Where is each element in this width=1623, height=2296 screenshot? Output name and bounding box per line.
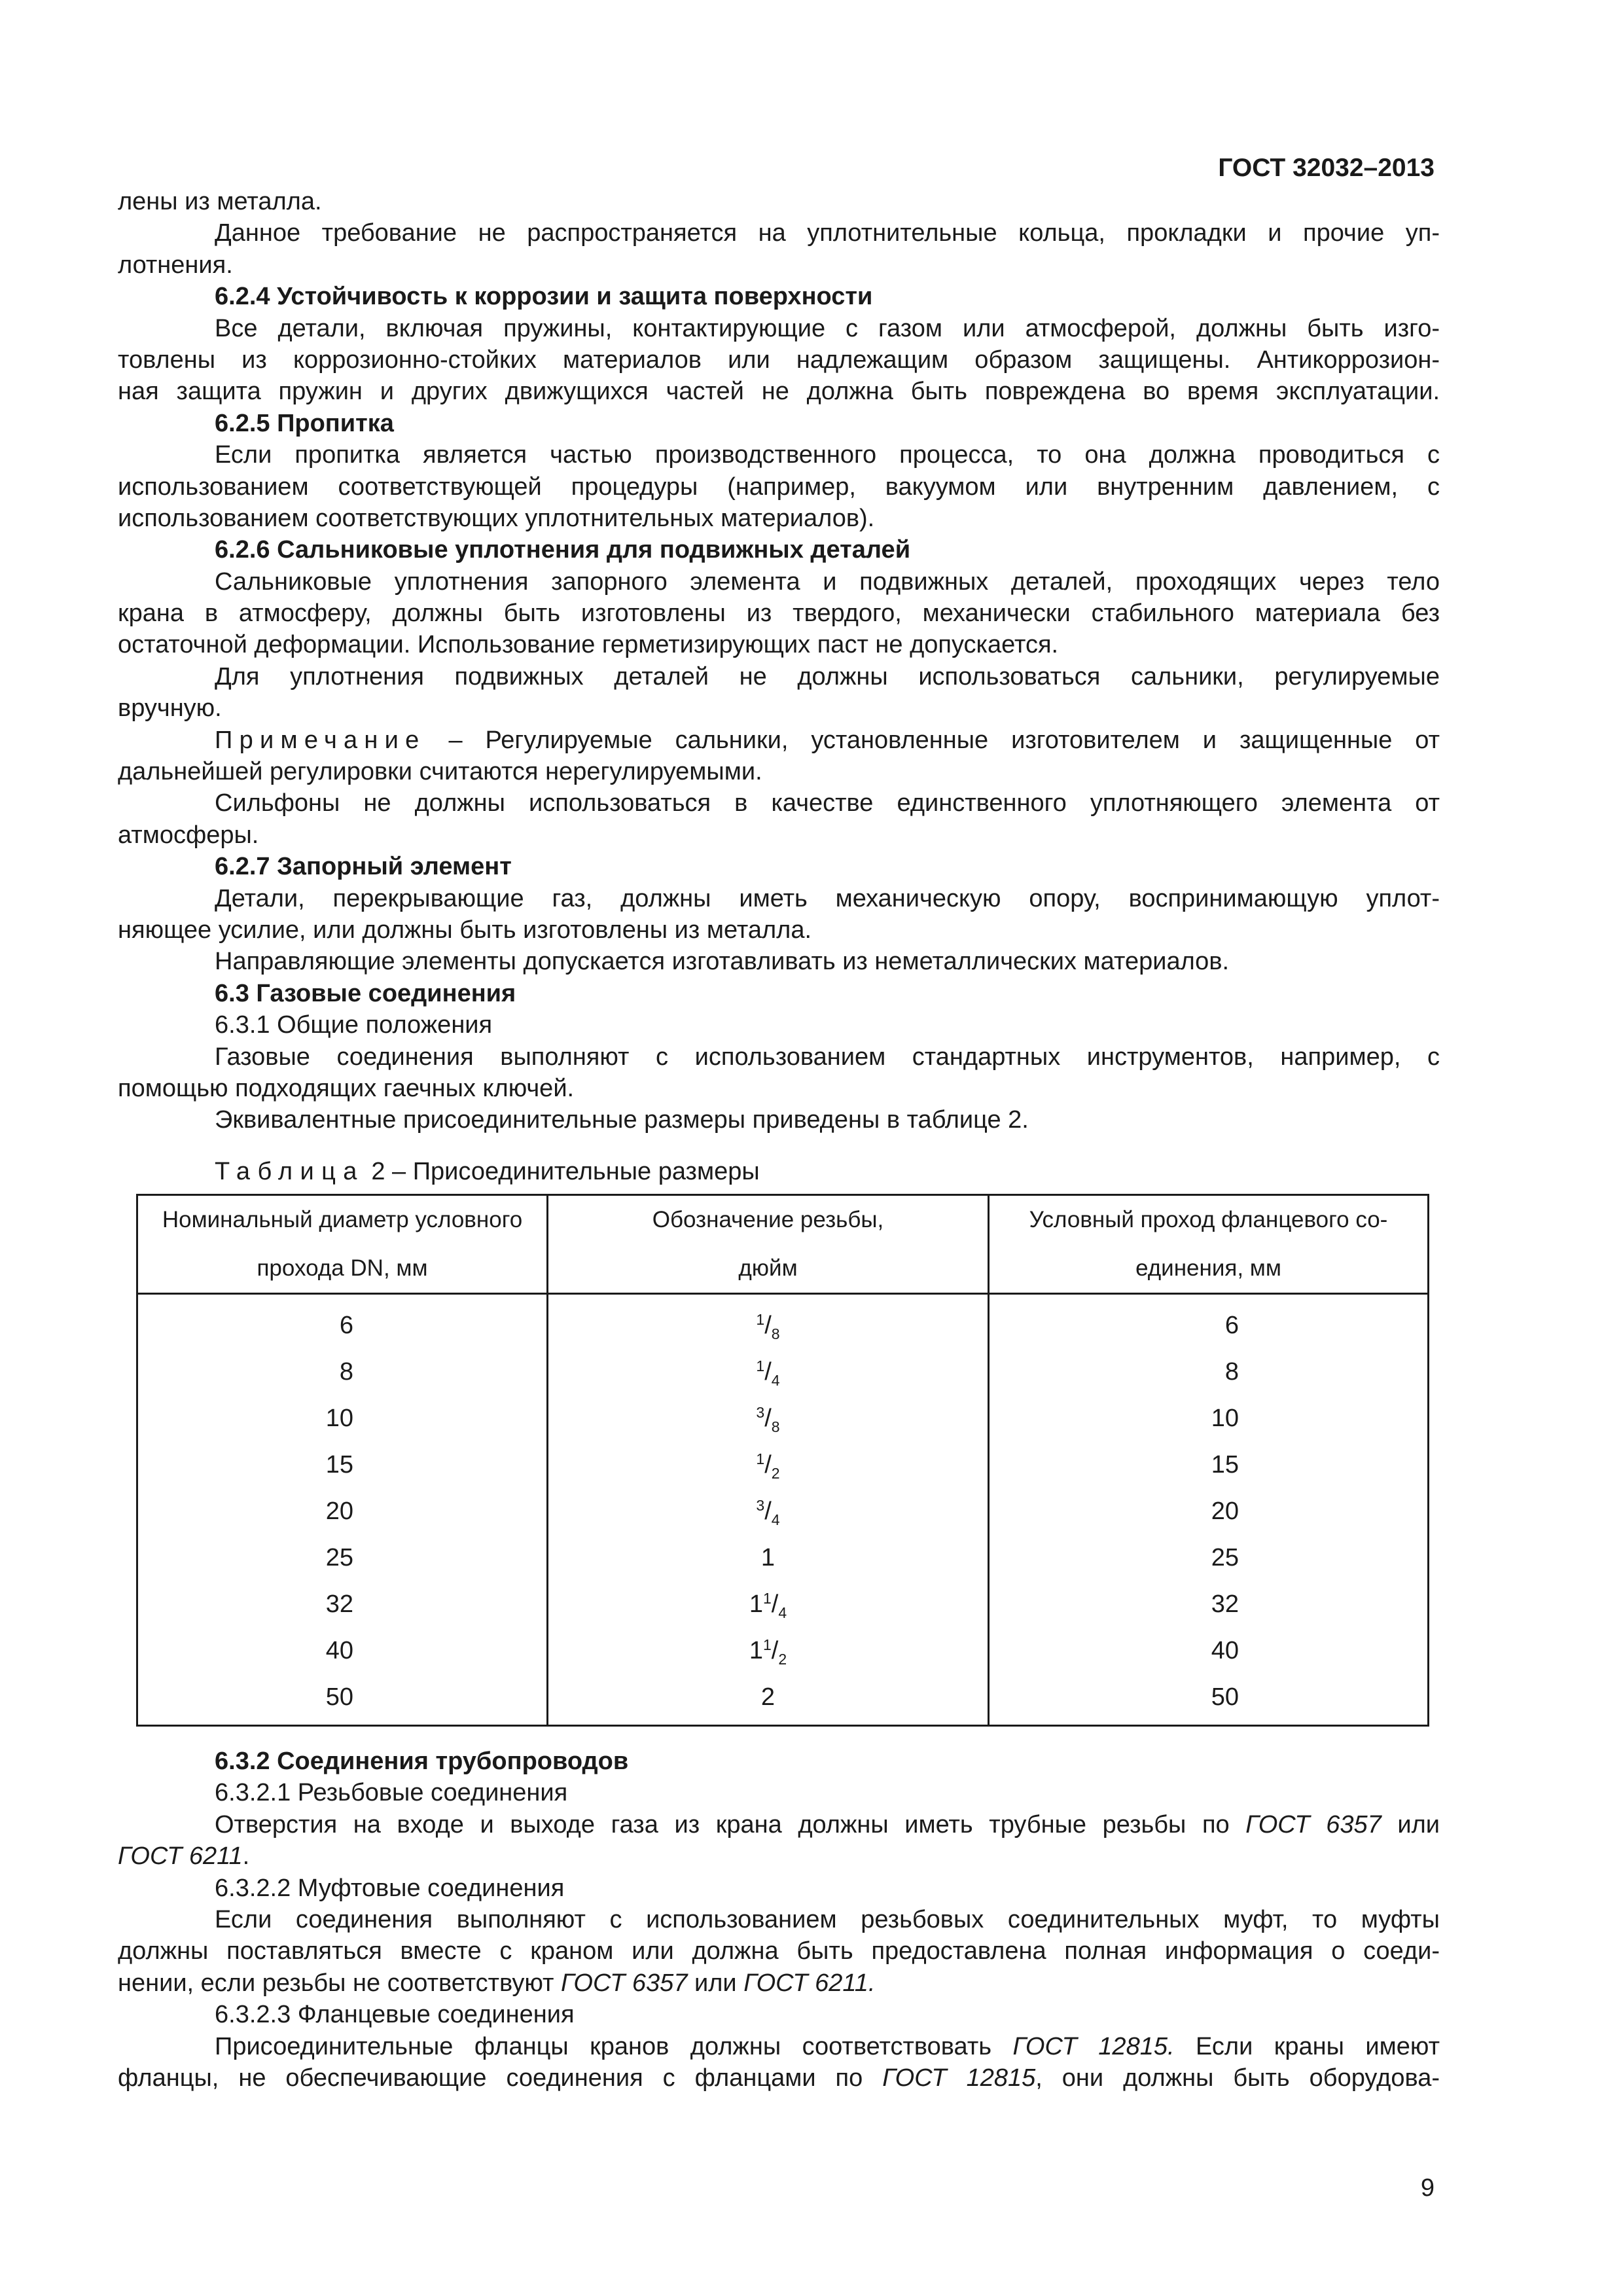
table-row [137,1349,1429,1395]
cell-flange: 10 [989,1395,1429,1442]
cell-dn: 50 [137,1674,548,1726]
paragraph-line: Если пропитка является частью производственного процесса, то она должна проводиться с [215,441,1440,469]
table-row [137,1395,1429,1442]
column-header-flange-passage: Условный проход фланцевого со- единения, мм [989,1195,1429,1294]
cell-dn: 25 [137,1535,548,1581]
paragraph-line: использованием соответствующих уплотнительных материалов). [118,504,875,532]
cell-thread: $1^1/_2$ [548,1628,989,1674]
paragraph-line: ГОСТ 6211. [118,1842,250,1871]
table-row [137,1488,1429,1535]
table-row [137,1628,1429,1674]
paragraph-line: Присоединительные фланцы кранов должны соответствовать ГОСТ 12815. Если краны имеют [215,2032,1440,2060]
cell-flange: 20 [989,1488,1429,1535]
standard-reference: ГОСТ 6357 [561,1969,688,1997]
standard-reference: ГОСТ 6357 [1245,1810,1382,1839]
table-row [137,1442,1429,1488]
paragraph-line: Направляющие элементы допускается изготавливать из неметаллических материалов. [215,948,1230,976]
paragraph-line: должны поставляться вместе с краном или должна быть предоставлена полная информация о соеди- [118,1937,1440,1965]
cell-dn: 8 [137,1349,548,1395]
column-header-nominal-diameter: Номинальный диаметр условного прохода DN, мм [137,1195,548,1294]
section-heading-6-2-5: 6.2.5 Пропитка [215,409,394,437]
paragraph-line: Газовые соединения выполняют с использованием стандартных инструментов, например, с [215,1043,1440,1071]
paragraph-line: фланцы, не обеспечивающие соединения с фланцами по ГОСТ 12815, они должны быть оборудова- [118,2064,1440,2092]
cell-flange: 40 [989,1628,1429,1674]
section-heading-6-3-2: 6.3.2 Соединения трубопроводов [215,1748,629,1775]
cell-thread: 2 [548,1674,989,1726]
cell-dn: 40 [137,1628,548,1674]
table-caption-label: Таблица [215,1158,365,1185]
cell-thread: $^3/_4$ [548,1488,989,1535]
standard-reference: ГОСТ 6211. [743,1969,876,1997]
paragraph-line: Для уплотнения подвижных деталей не должны использоваться сальники, регулируемые [215,662,1440,691]
cell-dn: 6 [137,1294,548,1350]
cell-dn: 20 [137,1488,548,1535]
paragraph-line: лотнения. [118,251,233,279]
table-caption-number: 2 [364,1158,393,1185]
cell-dn: 32 [137,1581,548,1628]
cell-dn: 15 [137,1442,548,1488]
cell-flange: 6 [989,1294,1429,1350]
subsection-heading-6-3-2-1: 6.3.2.1 Резьбовые соединения [215,1779,568,1807]
paragraph-line: Данное требование не распространяется на уплотнительные кольца, прокладки и прочие уп- [215,219,1440,247]
column-header-thread-designation: Обозначение резьбы, дюйм [548,1195,989,1294]
standard-code: ГОСТ 32032–2013 [1218,154,1435,182]
section-heading-6-3: 6.3 Газовые соединения [215,979,516,1007]
connection-dimensions-table [136,1194,1429,1727]
subsection-heading-6-3-2-3: 6.3.2.3 Фланцевые соединения [215,2001,575,2029]
cell-thread: $^1/_8$ [548,1294,989,1350]
paragraph-line: Детали, перекрывающие газ, должны иметь механическую опору, воспринимающую уплот- [215,884,1440,912]
section-heading-6-2-6: 6.2.6 Сальниковые уплотнения для подвижных деталей [215,536,911,564]
paragraph-line: Отверстия на входе и выходе газа из крана должны иметь трубные резьбы по ГОСТ 6357 или [215,1810,1440,1839]
cell-dn: 10 [137,1395,548,1442]
cell-flange: 32 [989,1581,1429,1628]
standard-reference: ГОСТ 6211 [118,1842,243,1871]
subsection-heading-6-3-2-2: 6.3.2.2 Муфтовые соединения [215,1874,565,1902]
body-text-top [118,186,1440,1136]
paragraph-line: ная защита пружин и других движущихся частей не должна быть повреждена во время эксплуатации. [118,378,1440,406]
subsection-heading-6-3-1: 6.3.1 Общие положения [215,1011,493,1039]
paragraph-line: лены из металла. [118,188,322,215]
table-row [137,1535,1429,1581]
paragraph-line: Все детали, включая пружины, контактирующие с газом или атмосферой, должны быть изго- [215,314,1440,342]
note-label: Примечание [215,726,426,754]
paragraph-line: дальнейшей регулировки считаются нерегулируемыми. [118,758,762,786]
paragraph-line: нении, если резьбы не соответствуют ГОСТ 6357 или ГОСТ 6211. [118,1969,876,1997]
paragraph-line: Если соединения выполняют с использованием резьбовых соединительных муфт, то муфты [215,1905,1440,1933]
note-text: – Регулируемые сальники, установленные изготовителем и защищенные от [425,726,1440,754]
table-header-row [137,1195,1429,1294]
cell-thread: $^3/_8$ [548,1395,989,1442]
paragraph-line: вручную. [118,694,222,723]
table-row [137,1294,1429,1350]
section-heading-6-2-4: 6.2.4 Устойчивость к коррозии и защита поверхности [215,283,873,311]
cell-flange: 50 [989,1674,1429,1726]
cell-thread: $1^1/_4$ [548,1581,989,1628]
cell-flange: 8 [989,1349,1429,1395]
paragraph-line: использованием соответствующей процедуры (например, вакуумом или внутренним давлением, с [118,473,1440,501]
paragraph-line: товлены из коррозионно-стойких материалов или надлежащим образом защищены. Антикоррозион- [118,346,1440,374]
table-row [137,1674,1429,1726]
cell-thread: 1 [548,1535,989,1581]
note-line [118,725,1440,756]
paragraph-line: Сильфоны не должны использоваться в качестве единственного уплотняющего элемента от [215,789,1440,817]
page-number: 9 [1420,2174,1435,2202]
paragraph-line: атмосферы. [118,821,259,849]
paragraph-line: Сальниковые уплотнения запорного элемента и подвижных деталей, проходящих через тело [215,567,1440,596]
cell-thread: $^1/_4$ [548,1349,989,1395]
cell-flange: 15 [989,1442,1429,1488]
standard-reference: ГОСТ 12815. [1012,2032,1175,2060]
paragraph-line: крана в атмосферу, должны быть изготовлены из твердого, механически стабильного материала без [118,600,1440,628]
paragraph-line: няющее усилие, или должны быть изготовлены из металла. [118,916,812,944]
table-caption-text: – Присоединительные размеры [392,1158,760,1185]
paragraph-line: остаточной деформации. Использование герметизирующих паст не допускается. [118,631,1059,659]
table-caption [215,1155,760,1188]
table-row [137,1581,1429,1628]
cell-flange: 25 [989,1535,1429,1581]
cell-thread: $^1/_2$ [548,1442,989,1488]
standard-reference: ГОСТ 12815 [882,2064,1036,2092]
paragraph-line: помощью подходящих гаечных ключей. [118,1074,575,1102]
body-text-bottom [118,1746,1440,2094]
section-heading-6-2-7: 6.2.7 Запорный элемент [215,853,512,881]
paragraph-line: Эквивалентные присоединительные размеры приведены в таблице 2. [215,1106,1029,1134]
